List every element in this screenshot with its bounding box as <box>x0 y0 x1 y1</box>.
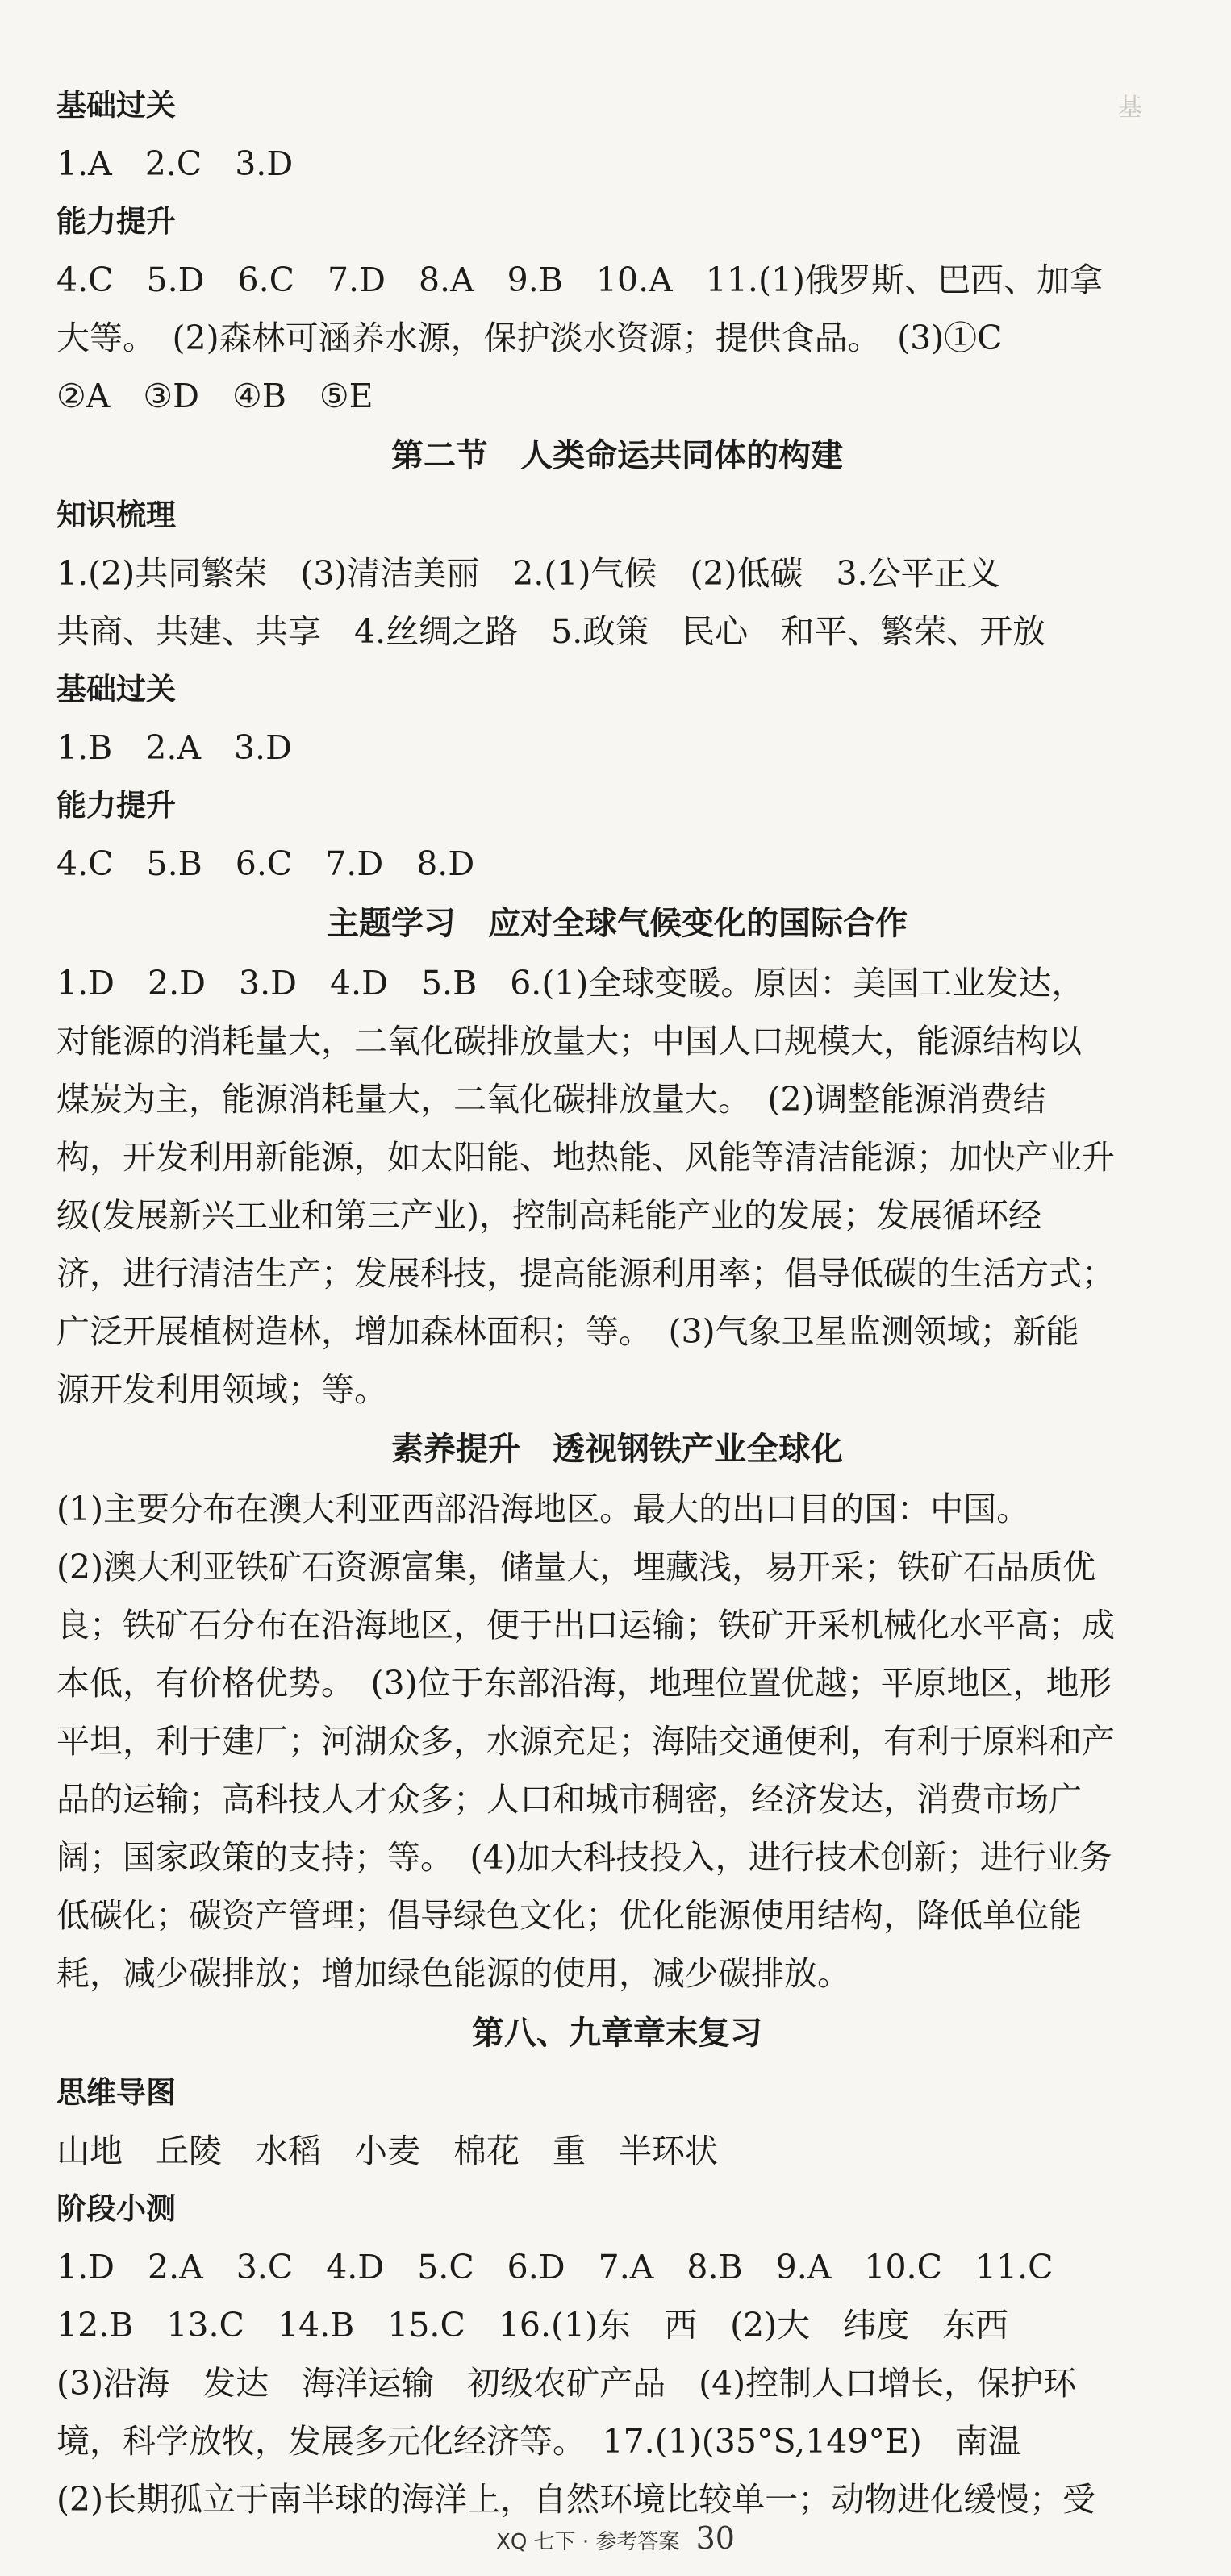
footer-label: XQ 七下 · 参考答案 <box>496 2530 680 2554</box>
section-heading: 能力提升 <box>56 204 176 239</box>
answer-line: 级(发展新兴工业和第三产业)，控制高耗能产业的发展；发展循环经 <box>56 1196 1041 1235</box>
page-number: 30 <box>695 2520 735 2556</box>
chapter-title: 第八、九章章末复习 <box>472 2015 762 2052</box>
answer-line: 1.(2)共同繁荣 (3)清洁美丽 2.(1)气候 (2)低碳 3.公平正义 <box>56 554 1000 593</box>
section-heading: 思维导图 <box>56 2075 176 2110</box>
section-heading: 阶段小测 <box>56 2191 176 2226</box>
answer-line: 良；铁矿石分布在沿海地区，便于出口运输；铁矿开采机械化水平高；成 <box>56 1606 1115 1644</box>
chapter-title: 第二节 人类命运共同体的构建 <box>391 437 843 474</box>
answer-line: 4.C 5.B 6.C 7.D 8.D <box>56 844 475 883</box>
answer-line: 济，进行清洁生产；发展科技，提高能源利用率；倡导低碳的生活方式； <box>56 1254 1115 1293</box>
answer-line: (2)澳大利亚铁矿石资源富集，储量大，埋藏浅，易开采；铁矿石品质优 <box>56 1548 1096 1586</box>
answer-line: 共商、共建、共享 4.丝绸之路 5.政策 民心 和平、繁荣、开放 <box>56 612 1046 651</box>
answer-line: 构，开发利用新能源，如太阳能、地热能、风能等清洁能源；加快产业升 <box>56 1138 1115 1177</box>
answer-line: 阔；国家政策的支持；等。 (4)加大科技投入，进行技术创新；进行业务 <box>56 1838 1112 1877</box>
chapter-title: 主题学习 应对全球气候变化的国际合作 <box>327 905 908 942</box>
answer-line: 低碳化；碳资产管理；倡导绿色文化；优化能源使用结构，降低单位能 <box>56 1896 1082 1935</box>
answer-line: 大等。 (2)森林可涵养水源，保护淡水资源；提供食品。 (3)①C <box>56 319 1003 357</box>
answer-line: 本低，有价格优势。 (3)位于东部沿海，地理位置优越；平原地区，地形 <box>56 1664 1112 1703</box>
chapter-title: 素养提升 透视钢铁产业全球化 <box>391 1431 843 1468</box>
page-footer <box>0 2520 1231 2556</box>
section-heading: 基础过关 <box>56 88 176 123</box>
answer-line: 4.C 5.D 6.C 7.D 8.A 9.B 10.A 11.(1)俄罗斯、巴西、加拿 <box>56 261 1104 299</box>
answer-line: 耗，减少碳排放；增加绿色能源的使用，减少碳排放。 <box>56 1954 850 1993</box>
section-heading: 知识梳理 <box>56 498 176 532</box>
answer-line: 品的运输；高科技人才众多；人口和城市稠密，经济发达，消费市场广 <box>56 1780 1082 1819</box>
section-heading: 能力提升 <box>56 788 176 823</box>
answer-line: (3)沿海 发达 海洋运输 初级农矿产品 (4)控制人口增长，保护环 <box>56 2364 1077 2403</box>
answer-line: 源开发利用领域；等。 <box>56 1370 387 1409</box>
answer-line: (1)主要分布在澳大利亚西部沿海地区。最大的出口目的国：中国。 <box>56 1490 1030 1528</box>
answer-line: (2)长期孤立于南半球的海洋上，自然环境比较单一；动物进化缓慢；受 <box>56 2480 1096 2519</box>
answer-line: 广泛开展植树造林，增加森林面积；等。 (3)气象卫星监测领域；新能 <box>56 1312 1079 1351</box>
answer-line: 煤炭为主，能源消耗量大，二氧化碳排放量大。 (2)调整能源消费结 <box>56 1080 1046 1119</box>
answer-line: 12.B 13.C 14.B 15.C 16.(1)东 西 (2)大 纬度 东西 <box>56 2306 1009 2345</box>
answer-line: ②A ③D ④B ⑤E <box>56 377 373 415</box>
section-heading: 基础过关 <box>56 672 176 707</box>
answer-line: 1.A 2.C 3.D <box>56 144 294 183</box>
answer-line: 山地 丘陵 水稻 小麦 棉花 重 半环状 <box>56 2132 718 2170</box>
answer-line: 1.B 2.A 3.D <box>56 728 292 767</box>
corner-mark: 基 <box>1118 94 1142 122</box>
answer-page <box>56 77 1178 2528</box>
answer-line: 平坦，利于建厂；河湖众多，水源充足；海陆交通便利，有利于原料和产 <box>56 1722 1115 1761</box>
answer-line: 境，科学放牧，发展多元化经济等。 17.(1)(35°S,149°E) 南温 <box>56 2422 1021 2461</box>
answer-line: 对能源的消耗量大，二氧化碳排放量大；中国人口规模大，能源结构以 <box>56 1022 1082 1061</box>
answer-line: 1.D 2.A 3.C 4.D 5.C 6.D 7.A 8.B 9.A 10.C 11.C <box>56 2248 1054 2286</box>
answer-line: 1.D 2.D 3.D 4.D 5.B 6.(1)全球变暖。原因：美国工业发达， <box>56 964 1085 1002</box>
